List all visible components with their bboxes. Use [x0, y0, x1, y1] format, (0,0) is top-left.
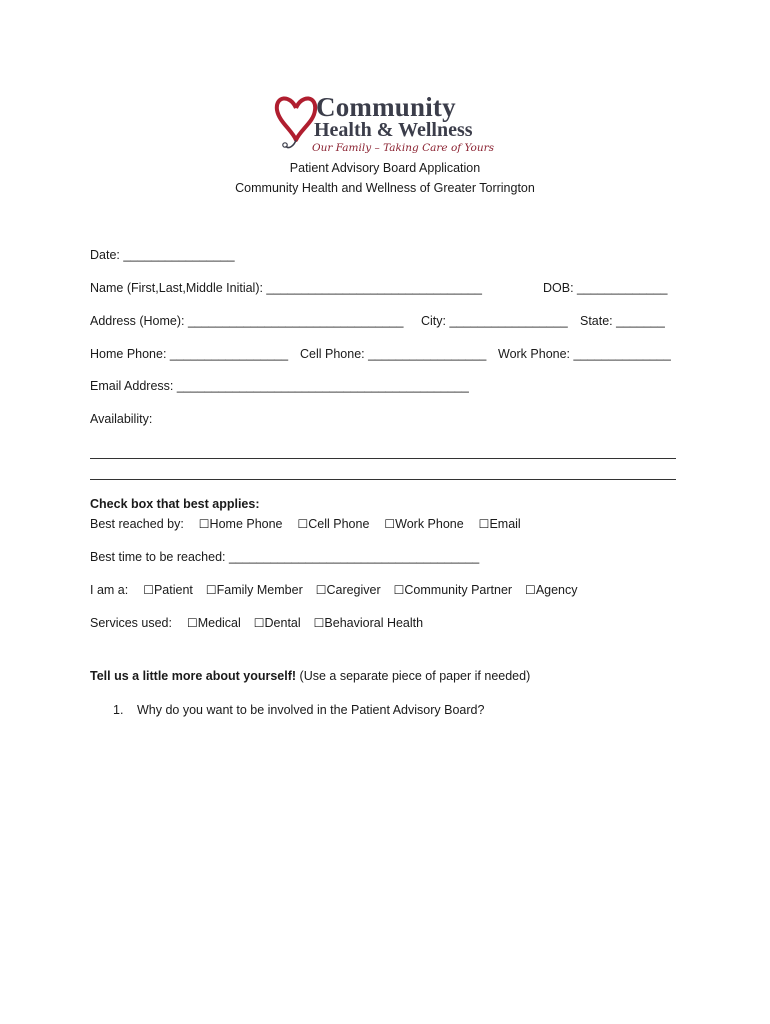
logo-text-community: Community	[316, 92, 456, 122]
checkbox-email[interactable]: ☐Email	[478, 517, 521, 531]
form-title: Patient Advisory Board Application	[289, 161, 481, 175]
checkbox-work-phone[interactable]: ☐Work Phone	[384, 517, 464, 531]
i-am-row	[90, 583, 578, 597]
availability-label: Availability:	[90, 412, 153, 426]
i-am-label: I am a:	[90, 583, 129, 597]
state-field[interactable]: State: _______	[580, 314, 665, 328]
city-field[interactable]: City: _________________	[421, 314, 568, 328]
checkbox-icon: ☐	[198, 517, 210, 531]
checkbox-dental[interactable]: ☐Dental	[253, 616, 301, 630]
name-field[interactable]: Name (First,Last,Middle Initial): _______________________________	[90, 281, 482, 295]
organization-logo	[274, 92, 504, 158]
checkbox-medical[interactable]: ☐Medical	[186, 616, 241, 630]
question-1-number: 1.	[113, 703, 124, 717]
availability-line-1[interactable]	[90, 458, 676, 459]
services-label: Services used:	[90, 616, 172, 630]
logo-text-health-wellness: Health & Wellness	[314, 119, 473, 141]
cell-phone-field[interactable]: Cell Phone: _________________	[300, 347, 487, 361]
best-time-field[interactable]: Best time to be reached: ____________________________________	[90, 550, 480, 564]
question-1-text: Why do you want to be involved in the Patient Advisory Board?	[137, 703, 485, 717]
best-reached-row	[90, 517, 521, 531]
checkbox-icon: ☐	[297, 517, 309, 531]
dob-field[interactable]: DOB: _____________	[543, 281, 668, 295]
home-phone-field[interactable]: Home Phone: _________________	[90, 347, 289, 361]
checkbox-icon: ☐	[186, 616, 198, 630]
checkbox-caregiver[interactable]: ☐Caregiver	[315, 583, 381, 597]
availability-line-2[interactable]	[90, 479, 676, 480]
about-heading-bold: Tell us a little more about yourself!	[90, 669, 297, 683]
work-phone-field[interactable]: Work Phone: ______________	[498, 347, 671, 361]
logo-tagline: Our Family – Taking Care of Yours	[312, 142, 495, 154]
form-subtitle: Community Health and Wellness of Greater Torrington	[235, 181, 535, 195]
checkbox-behavioral-health[interactable]: ☐Behavioral Health	[313, 616, 424, 630]
checkbox-icon: ☐	[384, 517, 396, 531]
about-heading-note: (Use a separate piece of paper if needed)	[296, 669, 531, 683]
checkbox-home-phone[interactable]: ☐Home Phone	[198, 517, 283, 531]
address-field[interactable]: Address (Home): _______________________________	[90, 314, 404, 328]
checkbox-cell-phone[interactable]: ☐Cell Phone	[297, 517, 370, 531]
checkbox-patient[interactable]: ☐Patient	[143, 583, 193, 597]
checkbox-family-member[interactable]: ☐Family Member	[205, 583, 303, 597]
checkbox-icon: ☐	[315, 583, 327, 597]
checkbox-icon: ☐	[143, 583, 154, 597]
checkbox-icon: ☐	[478, 517, 490, 531]
checkbox-community-partner[interactable]: ☐Community Partner	[393, 583, 513, 597]
checkbox-icon: ☐	[313, 616, 325, 630]
best-reached-label: Best reached by:	[90, 517, 184, 531]
email-field[interactable]: Email Address: __________________________________________	[90, 379, 469, 393]
check-section-heading: Check box that best applies:	[90, 497, 260, 511]
checkbox-icon: ☐	[525, 583, 536, 597]
checkbox-icon: ☐	[205, 583, 217, 597]
about-heading	[90, 669, 530, 683]
date-field[interactable]: Date: ________________	[90, 248, 235, 262]
checkbox-agency[interactable]: ☐Agency	[525, 583, 578, 597]
checkbox-icon: ☐	[253, 616, 265, 630]
services-row	[90, 616, 423, 630]
checkbox-icon: ☐	[393, 583, 405, 597]
